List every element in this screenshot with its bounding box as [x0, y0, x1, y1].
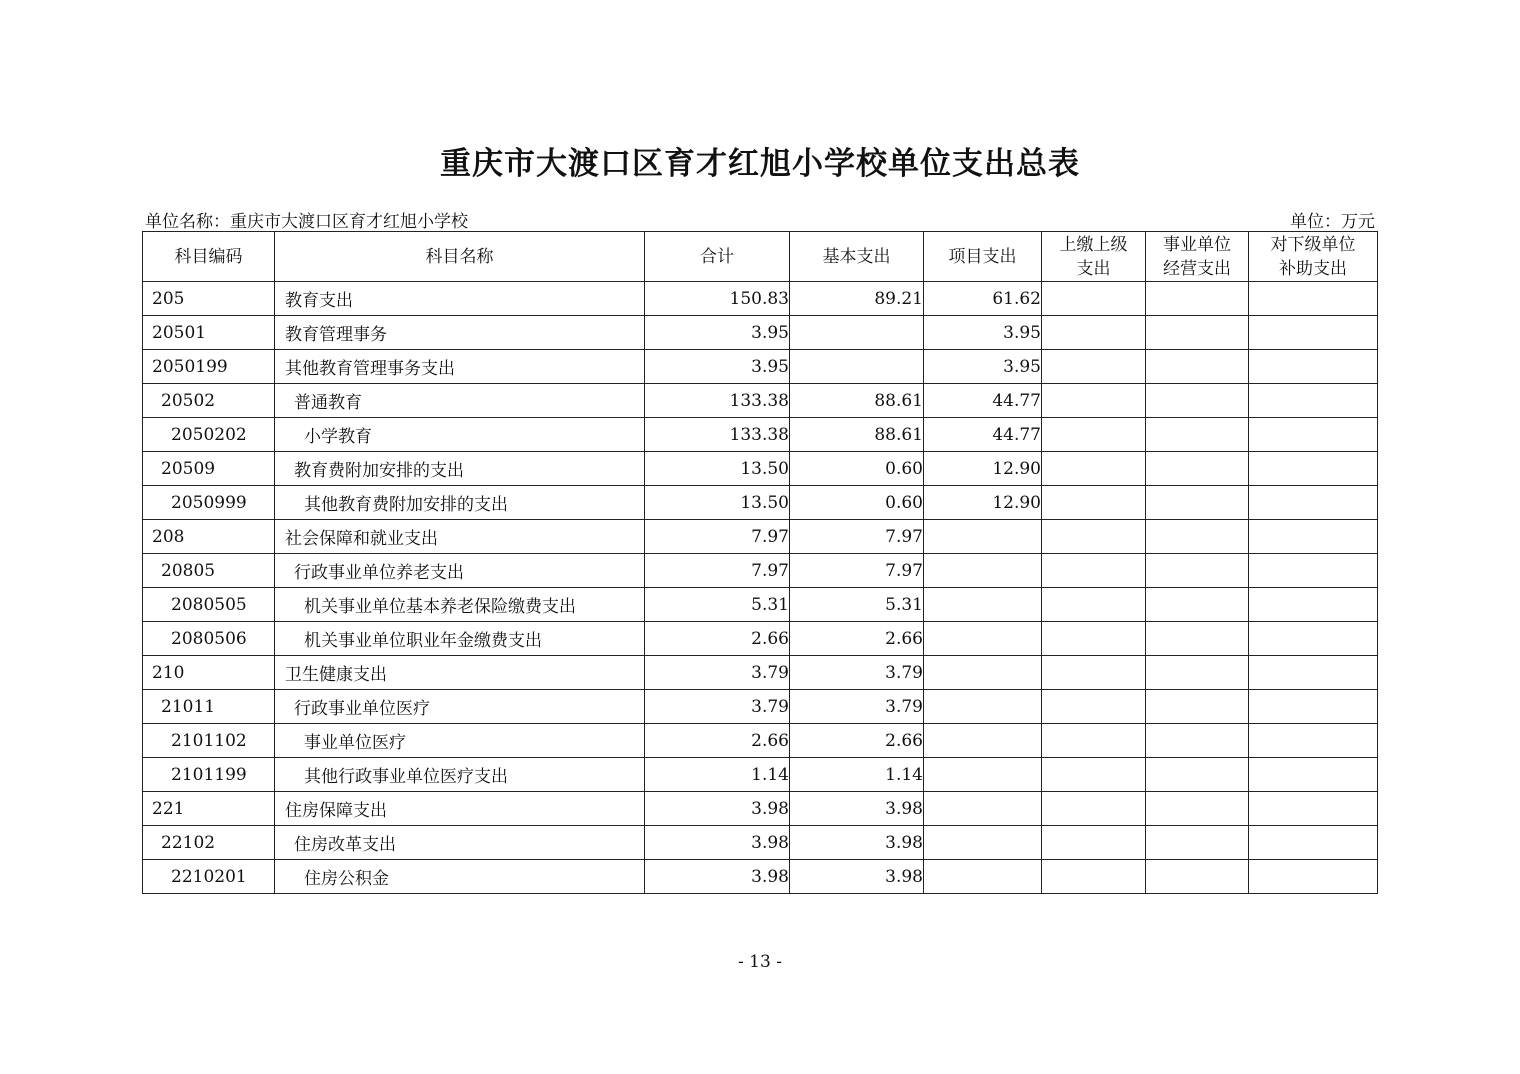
cell-business: [1146, 588, 1249, 622]
cell-basic: 88.61: [790, 384, 924, 418]
table-row: [143, 690, 1378, 724]
header-upper-line2: 支出: [1076, 258, 1111, 279]
table-row: [143, 826, 1378, 860]
cell-subsidy: [1249, 316, 1378, 350]
cell-total: 3.95: [645, 316, 790, 350]
cell-upper: [1042, 792, 1146, 826]
cell-upper: [1042, 588, 1146, 622]
unit-name: 单位名称：重庆市大渡口区育才红旭小学校: [145, 212, 468, 232]
cell-business: [1146, 724, 1249, 758]
cell-project: [924, 656, 1042, 690]
header-name: [275, 232, 645, 282]
cell-name: 其他行政事业单位医疗支出: [275, 758, 645, 792]
cell-total: 3.79: [645, 690, 790, 724]
cell-project: 44.77: [924, 418, 1042, 452]
cell-project: [924, 690, 1042, 724]
cell-name: 卫生健康支出: [275, 656, 645, 690]
cell-name: 其他教育管理事务支出: [275, 350, 645, 384]
cell-project: [924, 826, 1042, 860]
cell-subsidy: [1249, 656, 1378, 690]
cell-total: 3.98: [645, 860, 790, 894]
table-row: [143, 350, 1378, 384]
table-row: [143, 792, 1378, 826]
cell-upper: [1042, 486, 1146, 520]
cell-upper: [1042, 384, 1146, 418]
cell-subsidy: [1249, 860, 1378, 894]
cell-total: 2.66: [645, 622, 790, 656]
table-row: [143, 486, 1378, 520]
page-number: - 13 -: [738, 952, 782, 972]
cell-basic: 89.21: [790, 282, 924, 316]
cell-code: 2050999: [143, 486, 275, 520]
cell-code: 2101199: [143, 758, 275, 792]
cell-project: 44.77: [924, 384, 1042, 418]
header-subsidy-line2: 补助支出: [1279, 258, 1347, 279]
cell-basic: [790, 316, 924, 350]
cell-business: [1146, 554, 1249, 588]
cell-subsidy: [1249, 350, 1378, 384]
cell-name: 机关事业单位职业年金缴费支出: [275, 622, 645, 656]
cell-basic: 2.66: [790, 724, 924, 758]
cell-name: 教育支出: [275, 282, 645, 316]
table-row: [143, 724, 1378, 758]
cell-subsidy: [1249, 452, 1378, 486]
cell-code: 22102: [143, 826, 275, 860]
cell-subsidy: [1249, 690, 1378, 724]
cell-name: 普通教育: [275, 384, 645, 418]
cell-upper: [1042, 282, 1146, 316]
cell-subsidy: [1249, 826, 1378, 860]
table-row: [143, 554, 1378, 588]
cell-code: 20509: [143, 452, 275, 486]
cell-total: 7.97: [645, 520, 790, 554]
cell-basic: 88.61: [790, 418, 924, 452]
cell-basic: 2.66: [790, 622, 924, 656]
expenditure-table: [142, 231, 1378, 894]
cell-upper: [1042, 826, 1146, 860]
header-upper: [1042, 232, 1146, 282]
table-row: [143, 520, 1378, 554]
cell-total: 13.50: [645, 452, 790, 486]
cell-business: [1146, 758, 1249, 792]
cell-subsidy: [1249, 384, 1378, 418]
cell-subsidy: [1249, 588, 1378, 622]
cell-upper: [1042, 452, 1146, 486]
cell-basic: 3.98: [790, 826, 924, 860]
cell-total: 3.98: [645, 792, 790, 826]
cell-code: 20502: [143, 384, 275, 418]
header-business-line1: 事业单位: [1163, 234, 1231, 255]
cell-total: 133.38: [645, 384, 790, 418]
cell-project: 3.95: [924, 316, 1042, 350]
cell-total: 7.97: [645, 554, 790, 588]
cell-total: 3.98: [645, 826, 790, 860]
cell-project: 3.95: [924, 350, 1042, 384]
cell-code: 208: [143, 520, 275, 554]
unit-label: 单位：万元: [1290, 212, 1375, 232]
cell-upper: [1042, 418, 1146, 452]
cell-code: 20805: [143, 554, 275, 588]
table-row: [143, 452, 1378, 486]
cell-code: 210: [143, 656, 275, 690]
cell-name: 社会保障和就业支出: [275, 520, 645, 554]
cell-subsidy: [1249, 724, 1378, 758]
table-header-row: [143, 232, 1378, 282]
cell-code: 2050202: [143, 418, 275, 452]
cell-subsidy: [1249, 622, 1378, 656]
cell-total: 13.50: [645, 486, 790, 520]
cell-subsidy: [1249, 792, 1378, 826]
cell-code: 2080506: [143, 622, 275, 656]
cell-project: [924, 758, 1042, 792]
table-row: [143, 656, 1378, 690]
cell-project: [924, 520, 1042, 554]
table-row: [143, 860, 1378, 894]
table-row: [143, 316, 1378, 350]
table-row: [143, 588, 1378, 622]
cell-upper: [1042, 758, 1146, 792]
cell-project: 12.90: [924, 486, 1042, 520]
cell-upper: [1042, 860, 1146, 894]
header-upper-line1: 上缴上级: [1059, 234, 1128, 255]
header-name-text: 科目名称: [425, 246, 494, 267]
cell-total: 5.31: [645, 588, 790, 622]
cell-business: [1146, 282, 1249, 316]
cell-code: 2210201: [143, 860, 275, 894]
cell-basic: 3.79: [790, 656, 924, 690]
page-title: 重庆市大渡口区育才红旭小学校单位支出总表: [440, 146, 1080, 182]
cell-basic: 3.98: [790, 792, 924, 826]
header-business: [1146, 232, 1249, 282]
header-total-text: 合计: [700, 246, 734, 267]
cell-name: 行政事业单位医疗: [275, 690, 645, 724]
cell-subsidy: [1249, 520, 1378, 554]
table-row: [143, 758, 1378, 792]
cell-code: 221: [143, 792, 275, 826]
cell-basic: [790, 350, 924, 384]
header-business-line2: 经营支出: [1163, 258, 1231, 279]
cell-basic: 7.97: [790, 554, 924, 588]
table-row: [143, 282, 1378, 316]
cell-code: 21011: [143, 690, 275, 724]
cell-business: [1146, 622, 1249, 656]
header-code-text: 科目编码: [174, 246, 243, 267]
cell-project: [924, 588, 1042, 622]
cell-upper: [1042, 520, 1146, 554]
cell-subsidy: [1249, 554, 1378, 588]
cell-project: [924, 792, 1042, 826]
cell-business: [1146, 860, 1249, 894]
cell-name: 住房改革支出: [275, 826, 645, 860]
header-project-text: 项目支出: [948, 246, 1017, 267]
cell-total: 133.38: [645, 418, 790, 452]
cell-total: 1.14: [645, 758, 790, 792]
cell-name: 机关事业单位基本养老保险缴费支出: [275, 588, 645, 622]
header-project: [924, 232, 1042, 282]
cell-basic: 0.60: [790, 486, 924, 520]
header-total: [645, 232, 790, 282]
cell-project: 12.90: [924, 452, 1042, 486]
cell-name: 住房公积金: [275, 860, 645, 894]
cell-code: 2080505: [143, 588, 275, 622]
cell-name: 行政事业单位养老支出: [275, 554, 645, 588]
cell-basic: 3.79: [790, 690, 924, 724]
cell-code: 20501: [143, 316, 275, 350]
table-row: [143, 622, 1378, 656]
cell-subsidy: [1249, 758, 1378, 792]
cell-business: [1146, 690, 1249, 724]
cell-name: 教育管理事务: [275, 316, 645, 350]
cell-project: [924, 554, 1042, 588]
cell-name: 教育费附加安排的支出: [275, 452, 645, 486]
cell-subsidy: [1249, 486, 1378, 520]
header-basic-text: 基本支出: [822, 246, 891, 267]
cell-subsidy: [1249, 282, 1378, 316]
cell-code: 205: [143, 282, 275, 316]
cell-code: 2050199: [143, 350, 275, 384]
cell-basic: 7.97: [790, 520, 924, 554]
cell-basic: 0.60: [790, 452, 924, 486]
cell-upper: [1042, 690, 1146, 724]
cell-subsidy: [1249, 418, 1378, 452]
cell-business: [1146, 792, 1249, 826]
cell-business: [1146, 316, 1249, 350]
cell-business: [1146, 656, 1249, 690]
table-row: [143, 384, 1378, 418]
cell-upper: [1042, 350, 1146, 384]
cell-name: 小学教育: [275, 418, 645, 452]
cell-project: [924, 622, 1042, 656]
cell-upper: [1042, 724, 1146, 758]
cell-total: 3.95: [645, 350, 790, 384]
cell-business: [1146, 826, 1249, 860]
table-body: [143, 282, 1378, 894]
cell-project: 61.62: [924, 282, 1042, 316]
header-code: [143, 232, 275, 282]
header-basic: [790, 232, 924, 282]
cell-business: [1146, 384, 1249, 418]
cell-upper: [1042, 622, 1146, 656]
cell-business: [1146, 520, 1249, 554]
cell-business: [1146, 452, 1249, 486]
cell-upper: [1042, 316, 1146, 350]
cell-project: [924, 724, 1042, 758]
cell-business: [1146, 486, 1249, 520]
header-subsidy: [1249, 232, 1378, 282]
cell-total: 2.66: [645, 724, 790, 758]
cell-total: 150.83: [645, 282, 790, 316]
cell-basic: 1.14: [790, 758, 924, 792]
cell-upper: [1042, 656, 1146, 690]
cell-name: 事业单位医疗: [275, 724, 645, 758]
cell-total: 3.79: [645, 656, 790, 690]
header-subsidy-line1: 对下级单位: [1270, 234, 1356, 255]
cell-basic: 5.31: [790, 588, 924, 622]
cell-name: 住房保障支出: [275, 792, 645, 826]
cell-basic: 3.98: [790, 860, 924, 894]
table-row: [143, 418, 1378, 452]
cell-project: [924, 860, 1042, 894]
cell-upper: [1042, 554, 1146, 588]
cell-name: 其他教育费附加安排的支出: [275, 486, 645, 520]
cell-business: [1146, 350, 1249, 384]
cell-code: 2101102: [143, 724, 275, 758]
cell-business: [1146, 418, 1249, 452]
